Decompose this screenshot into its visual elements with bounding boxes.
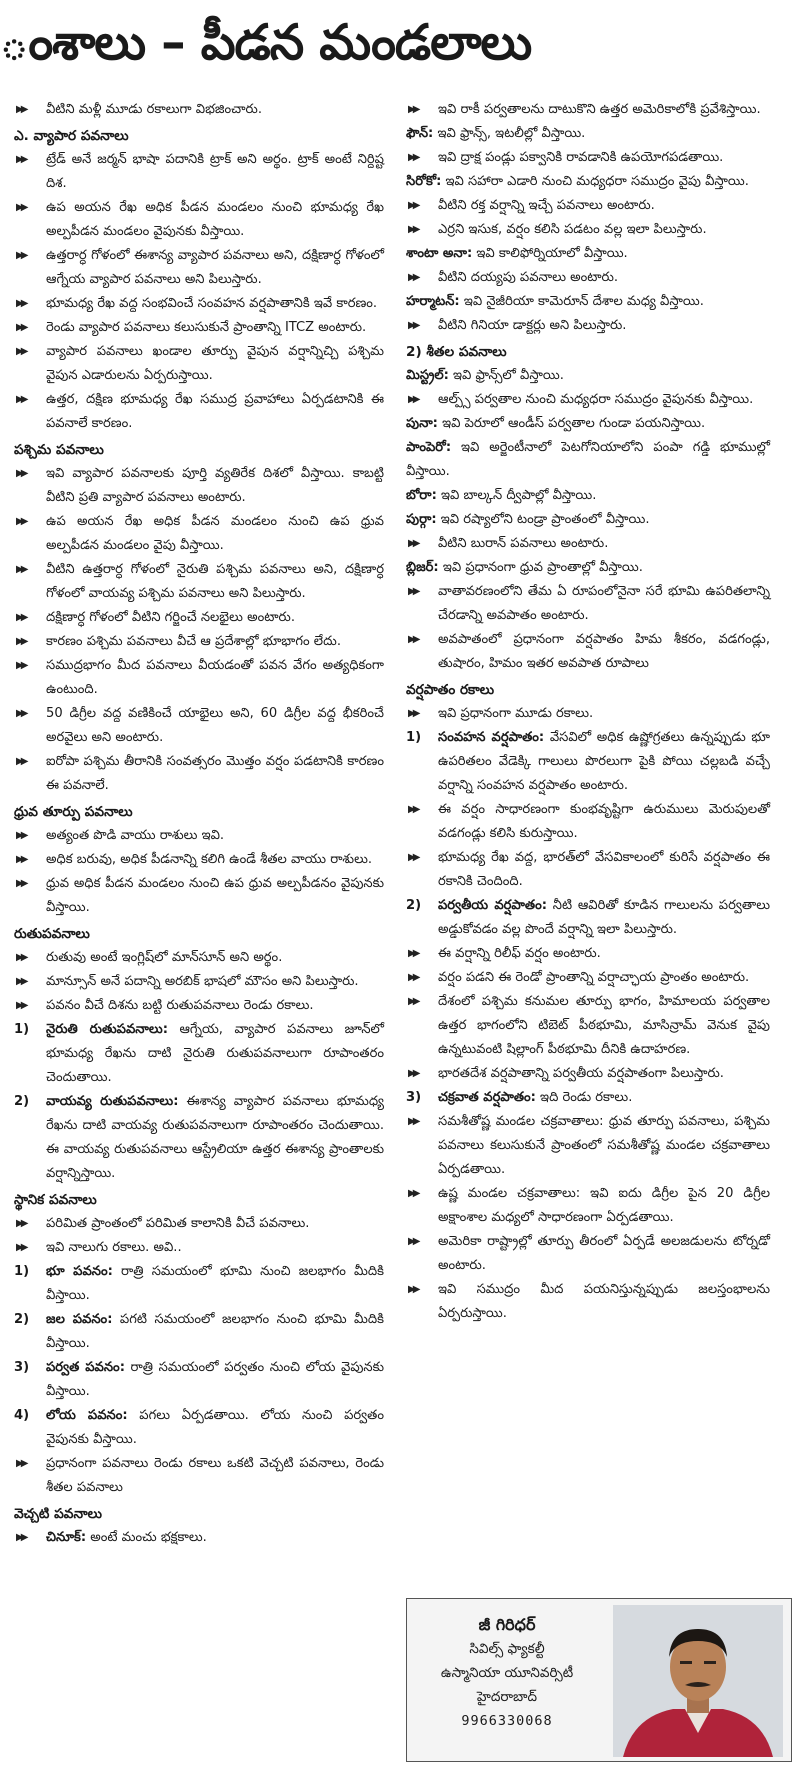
double-arrow-bullet-icon: ▶▶ — [16, 322, 26, 333]
term-label: పర్వతీయ వర్షపాతం: — [438, 898, 547, 913]
double-arrow-bullet-icon: ▶▶ — [16, 1218, 26, 1229]
item-text: ఇవి అర్జెంటీనాలో పెటగోనియాలోని పంపా గడ్డి భూముల్లో వీస్తాయి. — [406, 440, 770, 479]
double-arrow-bullet-icon: ▶▶ — [408, 320, 418, 331]
double-arrow-bullet-icon: ▶▶ — [408, 538, 418, 549]
term-label: సిరోకో: — [406, 174, 442, 189]
bullet-item — [406, 218, 770, 242]
section-heading: ఎ. వ్యాపార పవనాలు — [14, 128, 129, 144]
double-arrow-bullet-icon: ▶▶ — [408, 272, 418, 283]
bullet-item — [406, 1110, 770, 1182]
section-heading: పశ్చిమ పవనాలు — [14, 442, 104, 458]
bullet-item — [14, 316, 384, 340]
item-text: ఇవి ఫ్రాన్స్‌లో వీస్తాయి. — [448, 368, 564, 383]
author-phone: 9966330068 — [461, 1713, 553, 1729]
item-text: ట్రేడ్ అనే జర్మన్ భాషా పదానికి ట్రాక్ అని అర్థం. ట్రాక్ అంటే నిర్దిష్ట దిశ. — [46, 152, 384, 191]
section-heading: ధ్రువ తూర్పు పవనాలు — [14, 804, 133, 820]
item-text: ఈ వర్షాన్ని రిలీఫ్ వర్షం అంటారు. — [438, 946, 601, 961]
double-arrow-bullet-icon: ▶▶ — [16, 830, 26, 841]
term-label: మిస్ట్రల్: — [406, 368, 449, 383]
section-heading: వర్షపాతం రకాలు — [406, 682, 495, 698]
item-text: రెండు వ్యాపార పవనాలు కలుసుకునే ప్రాంతాన్ని ITCZ అంటారు. — [46, 320, 367, 335]
term-label: శాంటా అనా: — [406, 246, 473, 261]
item-text: అత్యంత పొడి వాయు రాశులు ఇవి. — [46, 828, 225, 843]
bullet-item — [14, 630, 384, 654]
double-arrow-bullet-icon: ▶▶ — [16, 1458, 26, 1469]
item-text: ఇవి నాలుగు రకాలు. అవి.. — [46, 1240, 182, 1255]
term-label: పునా: — [406, 416, 438, 431]
term-label: వాయవ్య రుతుపవనాలు: — [46, 1094, 179, 1109]
double-arrow-bullet-icon: ▶▶ — [408, 1068, 418, 1079]
section-heading: వెచ్చటి పవనాలు — [14, 1506, 102, 1522]
item-number: 4) — [14, 1408, 30, 1423]
double-arrow-bullet-icon: ▶▶ — [16, 394, 26, 405]
item-text: వర్షం పడని ఈ రెండో ప్రాంతాన్ని వర్షాచ్ఛాయ ప్రాంతం అంటారు. — [438, 970, 750, 985]
item-text: ఇది రెండు రకాలు. — [535, 1090, 633, 1105]
term-label: నైరుతి రుతుపవనాలు: — [46, 1022, 168, 1037]
item-text: ఇవి రష్యాలోని టండ్రా ప్రాంతంలో వీస్తాయి. — [436, 512, 650, 527]
term-label: సంవహన వర్షపాతం: — [438, 730, 545, 745]
numbered-item — [406, 894, 770, 942]
bullet-item — [14, 994, 384, 1018]
item-text: అవపాతంలో ప్రధానంగా వర్షపాతం హిమ శీకరం, వడగండ్లు, తుషారం, హిమం ఇతర అవపాత రూపాలు — [438, 632, 770, 671]
bullet-item — [14, 750, 384, 798]
bullet-item — [14, 848, 384, 872]
double-arrow-bullet-icon: ▶▶ — [408, 200, 418, 211]
item-text: ఐరోపా పశ్చిమ తీరానికి సంవత్సరం మొత్తం వర్షం పడటానికి కారణం ఈ పవనాలే. — [46, 754, 384, 793]
bullet-item — [406, 98, 770, 122]
bullet-item — [406, 1278, 770, 1326]
paragraph — [406, 436, 770, 484]
left-column — [14, 98, 384, 1550]
double-arrow-bullet-icon: ▶▶ — [16, 708, 26, 719]
author-title: సివిల్స్ ఫ్యాకల్టీ — [469, 1641, 545, 1657]
bullet-item — [14, 98, 384, 122]
bullet-item — [406, 942, 770, 966]
double-arrow-bullet-icon: ▶▶ — [408, 996, 418, 1007]
bullet-item — [406, 1182, 770, 1230]
bullet-item — [14, 558, 384, 606]
bullet-item — [14, 654, 384, 702]
item-text: దేశంలో పశ్చిమ కనుమల తూర్పు భాగం, హిమాలయ పర్వతాల ఉత్తర భాగంలోని టిబెట్ పీఠభూమి, మాసిన్రామ్ వెనుక వైపు ఉన్నటువంటి షిల్లాంగ్ పీఠభూమి దీనికి ఉదాహరణ. — [438, 994, 770, 1057]
bullet-item — [406, 388, 770, 412]
item-text: భారతదేశ వర్షపాతాన్ని పర్వతీయ వర్షపాతంగా పిలుస్తారు. — [438, 1066, 724, 1081]
item-number: 1) — [406, 730, 422, 745]
author-portrait-image — [613, 1605, 783, 1757]
item-text: ఇవి ప్రధానంగా మూడు రకాలు. — [438, 706, 594, 721]
item-text: భూమధ్య రేఖ వద్ద, భారత్‌లో వేసవికాలంలో కురిసే వర్షపాతం ఈ రకానికి చెందింది. — [438, 850, 770, 889]
double-arrow-bullet-icon: ▶▶ — [16, 516, 26, 527]
paragraph — [406, 484, 770, 508]
item-text: వీటిని రక్త వర్షాన్ని ఇచ్చే పవనాలు అంటారు. — [438, 198, 655, 213]
bullet-item — [406, 798, 770, 846]
item-text: ఈశాన్య వ్యాపార పవనాలు భూమధ్య రేఖను దాటి వాయవ్య రుతుపవనాలుగా రూపాంతరం చెందుతాయి. ఈ వాయవ్య రుతుపవనాలు ఆస్ట్రేలియా ఉత్తర ఈశాన్య ప్రాంతాలకు వర్షాన్నిస్తాయి. — [46, 1094, 384, 1181]
author-city: హైదరాబాద్ — [476, 1689, 538, 1705]
item-text: అధిక బరువు, అధిక పీడనాన్ని కలిగి ఉండే శీతల వాయు రాశులు. — [46, 852, 373, 867]
item-text: ధ్రువ అధిక పీడన మండలం నుంచి ఉప ధ్రువ అల్పపీడనం వైపునకు వీస్తాయి. — [46, 876, 384, 915]
item-number: 2) — [406, 898, 422, 913]
item-text: ప్రధానంగా పవనాలు రెండు రకాలు ఒకటి వెచ్చటి పవనాలు, రెండు శీతల పవనాలు — [46, 1456, 384, 1495]
item-text: సముద్రభాగం మీద పవనాలు వీయడంతో పవన వేగం అత్యధికంగా ఉంటుంది. — [46, 658, 384, 697]
double-arrow-bullet-icon: ▶▶ — [16, 346, 26, 357]
author-details — [407, 1613, 607, 1733]
bullet-item — [406, 314, 770, 338]
double-arrow-bullet-icon: ▶▶ — [16, 878, 26, 889]
bullet-item — [406, 846, 770, 894]
double-arrow-bullet-icon: ▶▶ — [16, 952, 26, 963]
paragraph — [406, 364, 770, 388]
item-text: వీటిని బురాన్ పవనాలు అంటారు. — [438, 536, 609, 551]
bullet-item — [14, 462, 384, 510]
bullet-item — [14, 1452, 384, 1500]
item-text: ఎర్రని ఇసుక, వర్షం కలిసి పడటం వల్ల ఇలా పిలుస్తారు. — [438, 222, 707, 237]
numbered-item — [14, 1404, 384, 1452]
item-text: పగలు ఏర్పడతాయి. లోయ నుంచి పర్వతం వైపునకు వీస్తాయి. — [46, 1408, 384, 1447]
term-label: పర్వత పవనం: — [46, 1360, 125, 1375]
paragraph — [406, 290, 770, 314]
double-arrow-bullet-icon: ▶▶ — [408, 708, 418, 719]
double-arrow-bullet-icon: ▶▶ — [408, 804, 418, 815]
double-arrow-bullet-icon: ▶▶ — [408, 152, 418, 163]
double-arrow-bullet-icon: ▶▶ — [408, 948, 418, 959]
item-text: రాత్రి సమయంలో భూమి నుంచి జలభాగం మీదికి వీస్తాయి. — [46, 1264, 384, 1303]
author-university: ఉస్మానియా యూనివర్సిటీ — [440, 1665, 574, 1681]
double-arrow-bullet-icon: ▶▶ — [408, 104, 418, 115]
bullet-item — [14, 292, 384, 316]
item-text: ఉప అయన రేఖ అధిక పీడన మండలం నుంచి ఉప ధ్రువ అల్పపీడన మండలం వైపు వీస్తాయి. — [46, 514, 384, 553]
double-arrow-bullet-icon: ▶▶ — [408, 852, 418, 863]
bullet-item — [406, 266, 770, 290]
bullet-item — [406, 990, 770, 1062]
bullet-item — [14, 1526, 384, 1550]
item-text: ఉప అయన రేఖ అధిక పీడన మండలం నుంచి భూమధ్య రేఖ అల్పపీడన మండలం వైపునకు వీస్తాయి. — [46, 200, 384, 239]
paragraph — [406, 122, 770, 146]
item-text: వీటిని మళ్లీ మూడు రకాలుగా విభజించారు. — [46, 102, 262, 117]
bullet-item — [406, 966, 770, 990]
author-photo — [613, 1605, 783, 1757]
numbered-item — [14, 1308, 384, 1356]
item-text: వీటిని ఉత్తరార్ధ గోళంలో నైరుతి పశ్చిమ పవనాలు అని, దక్షిణార్ధ గోళంలో వాయవ్య పశ్చిమ పవనాలు అని పిలుస్తారు. — [46, 562, 384, 601]
double-arrow-bullet-icon: ▶▶ — [16, 1000, 26, 1011]
item-text: పవనం వీచే దిశను బట్టి రుతుపవనాలు రెండు రకాలు. — [46, 998, 314, 1013]
item-number: 1) — [14, 1264, 30, 1279]
item-text: వీటిని దయ్యపు పవనాలు అంటారు. — [438, 270, 619, 285]
double-arrow-bullet-icon: ▶▶ — [408, 394, 418, 405]
item-text: వాతావరణంలోని తేమ ఏ రూపంలోనైనా సరే భూమి ఉపరితలాన్ని చేరడాన్ని అవపాతం అంటారు. — [438, 584, 770, 623]
double-arrow-bullet-icon: ▶▶ — [16, 154, 26, 165]
bullet-item — [406, 146, 770, 170]
author-name: జీ గిరిధర్ — [478, 1615, 536, 1634]
numbered-item — [406, 1086, 770, 1110]
term-label: భూ పవనం: — [46, 1264, 113, 1279]
section-heading: రుతుపవనాలు — [14, 926, 90, 942]
paragraph — [406, 556, 770, 580]
double-arrow-bullet-icon: ▶▶ — [16, 1532, 26, 1543]
term-label: చక్రవాత వర్షపాతం: — [438, 1090, 536, 1105]
item-text: ఇవి సముద్రం మీద పయనిస్తున్నప్పుడు జలస్తంభాలను ఏర్పరుస్తాయి. — [438, 1282, 770, 1321]
numbered-item — [406, 726, 770, 798]
bullet-item — [14, 946, 384, 970]
double-arrow-bullet-icon: ▶▶ — [408, 1116, 418, 1127]
bullet-item — [14, 1212, 384, 1236]
double-arrow-bullet-icon: ▶▶ — [16, 756, 26, 767]
item-text: కారణం పశ్చిమ పవనాలు వీచే ఆ ప్రదేశాల్లో భూభాగం లేదు. — [46, 634, 342, 649]
double-arrow-bullet-icon: ▶▶ — [408, 972, 418, 983]
item-text: వేసవిలో అధిక ఉష్ణోగ్రతలు ఉన్నప్పుడు భూ ఉపరితలం వేడెక్కి గాలులు పొరలుగా పైకి పోయి చల్లబడి వచ్చే వర్షాన్ని సంవహన వర్షపాతం అంటారు. — [438, 730, 770, 793]
term-label: లోయ పవనం: — [46, 1408, 128, 1423]
bullet-item — [14, 606, 384, 630]
numbered-item — [14, 1356, 384, 1404]
double-arrow-bullet-icon: ▶▶ — [16, 854, 26, 865]
item-text: ఈ వర్షం సాధారణంగా కుంభవృష్టిగా ఉరుములు మెరుపులతో వడగండ్లు కలిసి కురుస్తాయి. — [438, 802, 770, 841]
bullet-item — [14, 244, 384, 292]
bullet-item — [406, 1230, 770, 1278]
term-label: బోరా: — [406, 488, 437, 503]
term-label: హర్మాటన్: — [406, 294, 460, 309]
double-arrow-bullet-icon: ▶▶ — [408, 224, 418, 235]
author-box — [406, 1598, 792, 1762]
paragraph — [406, 412, 770, 436]
double-arrow-bullet-icon: ▶▶ — [408, 1188, 418, 1199]
double-arrow-bullet-icon: ▶▶ — [16, 104, 26, 115]
paragraph — [406, 170, 770, 194]
section-heading: స్థానిక పవనాలు — [14, 1192, 97, 1208]
bullet-item — [14, 196, 384, 244]
bullet-item — [14, 824, 384, 848]
double-arrow-bullet-icon: ▶▶ — [408, 586, 418, 597]
double-arrow-bullet-icon: ▶▶ — [408, 634, 418, 645]
double-arrow-bullet-icon: ▶▶ — [16, 612, 26, 623]
item-text: ఇవి రాకీ పర్వతాలను దాటుకొని ఉత్తర అమెరికాలోకి ప్రవేశిస్తాయి. — [438, 102, 761, 117]
item-text: ఆగ్నేయ, వ్యాపార పవనాలు జూన్‌లో భూమధ్య రేఖను దాటి నైరుతి రుతుపవనాలుగా రూపాంతరం చెందుతాయి. — [46, 1022, 384, 1085]
double-arrow-bullet-icon: ▶▶ — [16, 1242, 26, 1253]
bullet-item — [14, 388, 384, 436]
item-text: ఇవి సహారా ఎడారి నుంచి మధ్యధరా సముద్రం వైపు వీస్తాయి. — [441, 174, 749, 189]
bullet-item — [14, 872, 384, 920]
bullet-item — [14, 970, 384, 994]
item-text: ఇవి పెరూలో ఆండీస్ పర్వతాల గుండా పయనిస్తాయి. — [437, 416, 706, 431]
double-arrow-bullet-icon: ▶▶ — [16, 660, 26, 671]
double-arrow-bullet-icon: ▶▶ — [408, 1284, 418, 1295]
double-arrow-bullet-icon: ▶▶ — [16, 202, 26, 213]
bullet-item — [406, 532, 770, 556]
bullet-item — [14, 1236, 384, 1260]
double-arrow-bullet-icon: ▶▶ — [16, 564, 26, 575]
item-number: 2) — [14, 1312, 30, 1327]
item-text: వ్యాపార పవనాలు ఖండాల తూర్పు వైపున వర్షాన్నిచ్చి పశ్చిమ వైపున ఎడారులను ఏర్పరుస్తాయి. — [46, 344, 384, 383]
paragraph — [406, 508, 770, 532]
item-text: రుతువు అంటే ఇంగ్లిష్‌లో మాన్‌సూన్ అని అర్థం. — [46, 950, 283, 965]
numbered-item — [14, 1090, 384, 1186]
item-text: దక్షిణార్ధ గోళంలో వీటిని గర్జించే నలభైలు అంటారు. — [46, 610, 295, 625]
item-text: ఇవి బాల్కన్ ద్వీపాల్లో వీస్తాయి. — [436, 488, 597, 503]
item-number: 1) — [14, 1022, 30, 1037]
item-text: 50 డిగ్రీల వద్ద వణికించే యాభైలు అని, 60 డిగ్రీల వద్ద భీకరించే అరవైలు అని అంటారు. — [46, 706, 384, 745]
item-text: ఇవి ఫ్రాన్స్, ఇటలీల్లో వీస్తాయి. — [433, 126, 586, 141]
term-label: పుర్గా: — [406, 512, 437, 527]
item-text: రాత్రి సమయంలో పర్వతం నుంచి లోయ వైపునకు వీస్తాయి. — [46, 1360, 384, 1399]
double-arrow-bullet-icon: ▶▶ — [408, 1236, 418, 1247]
double-arrow-bullet-icon: ▶▶ — [16, 636, 26, 647]
item-text: అమెరికా రాష్ట్రాల్లో తూర్పు తీరంలో ఏర్పడే అలజడులను టోర్నడో అంటారు. — [438, 1234, 770, 1273]
bullet-item — [406, 628, 770, 676]
item-text: భూమధ్య రేఖ వద్ద సంభవించే సంవహన వర్షపాతానికి ఇవే కారణం. — [46, 296, 378, 311]
item-text: మాన్సూన్ అనే పదాన్ని అరబిక్ భాషలో మౌసం అని పిలుస్తారు. — [46, 974, 359, 989]
bullet-item — [14, 702, 384, 750]
bullet-item — [14, 340, 384, 388]
item-text: ఇవి ప్రధానంగా ధ్రువ ప్రాంతాల్లో వీస్తాయి. — [438, 560, 643, 575]
double-arrow-bullet-icon: ▶▶ — [16, 250, 26, 261]
bullet-item — [406, 702, 770, 726]
item-text: ఉష్ణ మండల చక్రవాతాలు: ఇవి ఐదు డిగ్రీల పైన 20 డిగ్రీల అక్షాంశాల మధ్యలో సాధారణంగా ఏర్పడతాయి. — [438, 1186, 770, 1225]
item-text: వీటిని గినియా డాక్టర్లు అని పిలుస్తారు. — [438, 318, 627, 333]
item-number: 2) — [14, 1094, 30, 1109]
item-text: ఉత్తరార్ధ గోళంలో ఈశాన్య వ్యాపార పవనాలు అని, దక్షిణార్ధ గోళంలో ఆగ్నేయ వ్యాపార పవనాలు అని పిలుస్తారు. — [46, 248, 384, 287]
double-arrow-bullet-icon: ▶▶ — [16, 468, 26, 479]
term-label: జల పవనం: — [46, 1312, 113, 1327]
right-column — [406, 98, 770, 1326]
bullet-item — [406, 194, 770, 218]
bullet-item — [406, 1062, 770, 1086]
item-text: అంటే మంచు భక్షకాలు. — [86, 1530, 207, 1545]
item-text: పగటి సమయంలో జలభాగం నుంచి భూమి మీదికి వీస్తాయి. — [46, 1312, 384, 1351]
numbered-item — [14, 1260, 384, 1308]
numbered-item — [14, 1018, 384, 1090]
item-text: పరిమిత ప్రాంతంలో పరిమిత కాలానికి వీచే పవనాలు. — [46, 1216, 310, 1231]
bullet-item — [14, 148, 384, 196]
item-number: 3) — [406, 1090, 422, 1105]
item-text: సమశీతోష్ణ మండల చక్రవాతాలు: ధ్రువ తూర్పు పవనాలు, పశ్చిమ పవనాలు కలుసుకునే ప్రాంతంలో సమశీతోష్ణ మండల చక్రవాతాలు ఏర్పడతాయి. — [438, 1114, 770, 1177]
double-arrow-bullet-icon: ▶▶ — [16, 976, 26, 987]
item-text: ఇవి కాలిఫోర్నియాలో వీస్తాయి. — [472, 246, 628, 261]
item-number: 3) — [14, 1360, 30, 1375]
item-text: ఆల్ప్స్ పర్వతాల నుంచి మధ్యధరా సముద్రం వైపునకు వీస్తాయి. — [438, 392, 754, 407]
item-text: ఉత్తర, దక్షిణ భూమధ్య రేఖ సముద్ర ప్రవాహాలు ఏర్పడటానికి ఈ పవనాలే కారణం. — [46, 392, 384, 431]
term-label: ఫౌన్: — [406, 126, 434, 141]
item-text: ఇవి నైజీరియా కామెరూన్ దేశాల మధ్య వీస్తాయి. — [459, 294, 704, 309]
section-heading: 2) శీతల పవనాలు — [406, 344, 507, 360]
term-label: బ్లిజర్: — [406, 560, 439, 575]
bullet-item — [406, 580, 770, 628]
item-text: నీటి ఆవిరితో కూడిన గాలులను పర్వతాలు అడ్డుకోవడం వల్ల పొందే వర్షాన్ని ఇలా పిలుస్తారు. — [438, 898, 771, 937]
paragraph — [406, 242, 770, 266]
item-text: ఇవి ద్రాక్ష పండ్లు పక్వానికి రావడానికి ఉపయోగపడతాయి. — [438, 150, 724, 165]
term-label: పాంపెరో: — [406, 440, 452, 455]
double-arrow-bullet-icon: ▶▶ — [16, 298, 26, 309]
headline: ంశాలు – పీడన మండలాలు — [0, 14, 532, 71]
bullet-item — [14, 510, 384, 558]
term-label: చినూక్: — [46, 1530, 87, 1545]
item-text: ఇవి వ్యాపార పవనాలకు పూర్తి వ్యతిరేక దిశలో వీస్తాయి. కాబట్టి వీటిని ప్రతి వ్యాపార పవనాలు అంటారు. — [46, 466, 384, 505]
